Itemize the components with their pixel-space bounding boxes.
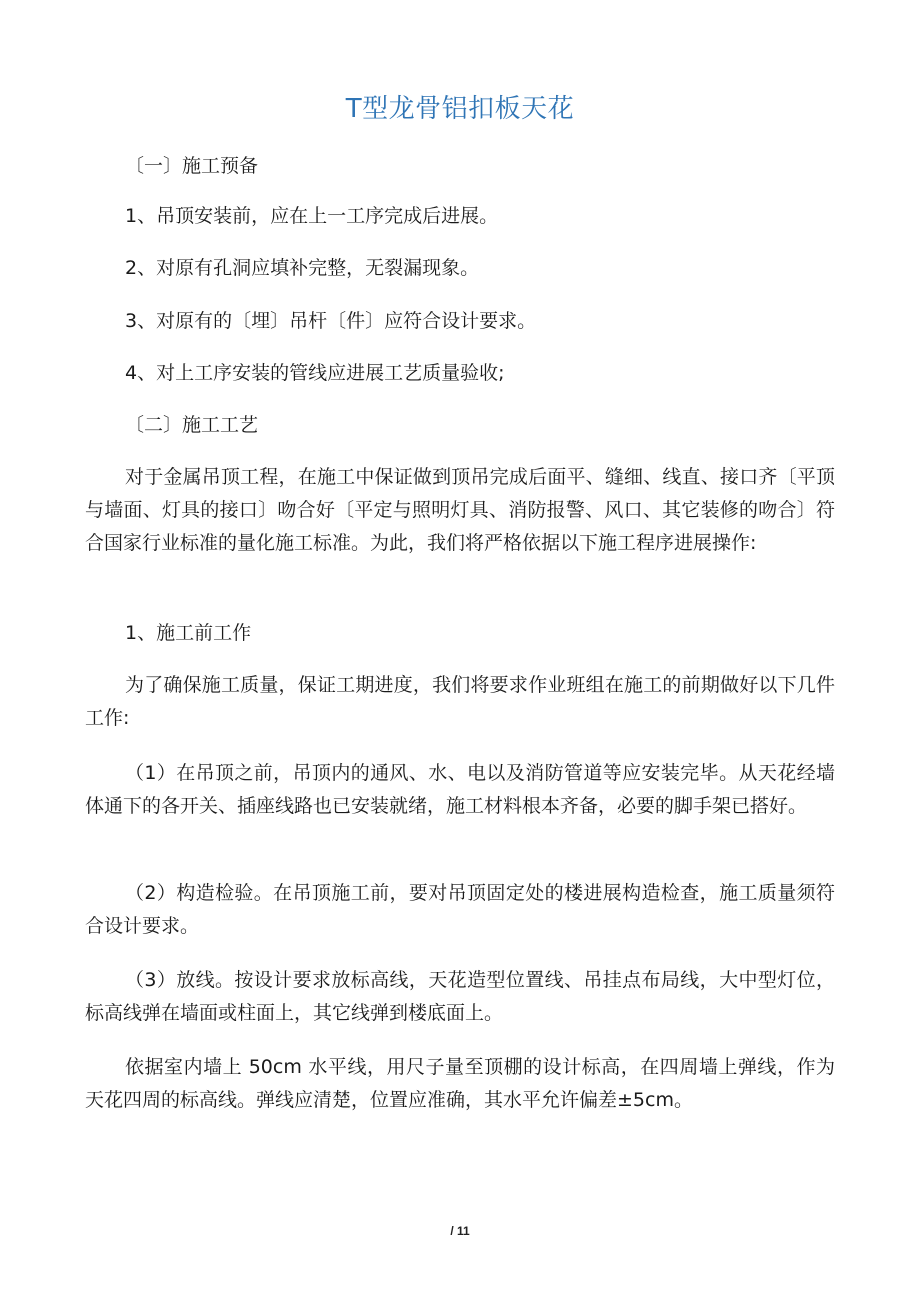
- subheading-pre-construction: 1、施工前工作: [125, 622, 252, 644]
- paragraph-item-4: 4、对上工序安装的管线应进展工艺质量验收;: [125, 362, 505, 384]
- paragraph-level-line: 依据室内墙上 50cm 水平线，用尺子量至顶棚的设计标高，在四周墙上弹线，作为天花四周的标高线。弹线应清楚，位置应准确，其水平允许偏差±5cm。: [85, 1056, 835, 1111]
- paragraph-item-3: 3、对原有的〔埋〕吊杆〔件〕应符合设计要求。: [125, 310, 537, 332]
- paragraph-item-1: 1、吊顶安装前，应在上一工序完成后进展。: [125, 205, 499, 227]
- document-title: T型龙骨铝扣板天花: [345, 94, 575, 124]
- paragraph-step-2: （2）构造检验。在吊顶施工前，要对吊顶固定处的楼进展构造检查，施工质量须符合设计要求。: [85, 882, 835, 937]
- paragraph-pre-construction: 为了确保施工质量，保证工期进度，我们将要求作业班组在施工的前期做好以下几件工作:: [85, 674, 835, 729]
- paragraph-process-intro: 对于金属吊顶工程，在施工中保证做到顶吊完成后面平、缝细、线直、接口齐〔平顶与墙面、灯具的接口〕吻合好〔平定与照明灯具、消防报警、风口、其它装修的吻合〕符合国家行业标准的量化施工标准。为此，我们将严格依据以下施工程序进展操作:: [85, 466, 835, 554]
- paragraph-item-2: 2、对原有孔洞应填补完整，无裂漏现象。: [125, 257, 480, 279]
- paragraph-step-3: （3）放线。按设计要求放标高线，天花造型位置线、吊挂点布局线，大中型灯位，标高线弹在墙面或柱面上，其它线弹到楼底面上。: [85, 969, 835, 1024]
- page-number: / 11: [450, 1224, 470, 1238]
- section-heading-process: 〔二〕施工工艺: [125, 414, 259, 436]
- paragraph-step-1: （1）在吊顶之前，吊顶内的通风、水、电以及消防管道等应安装完毕。从天花经墙体通下的各开关、插座线路也已安装就绪，施工材料根本齐备，必要的脚手架已搭好。: [85, 762, 835, 817]
- section-heading-preparation: 〔一〕施工预备: [125, 155, 259, 177]
